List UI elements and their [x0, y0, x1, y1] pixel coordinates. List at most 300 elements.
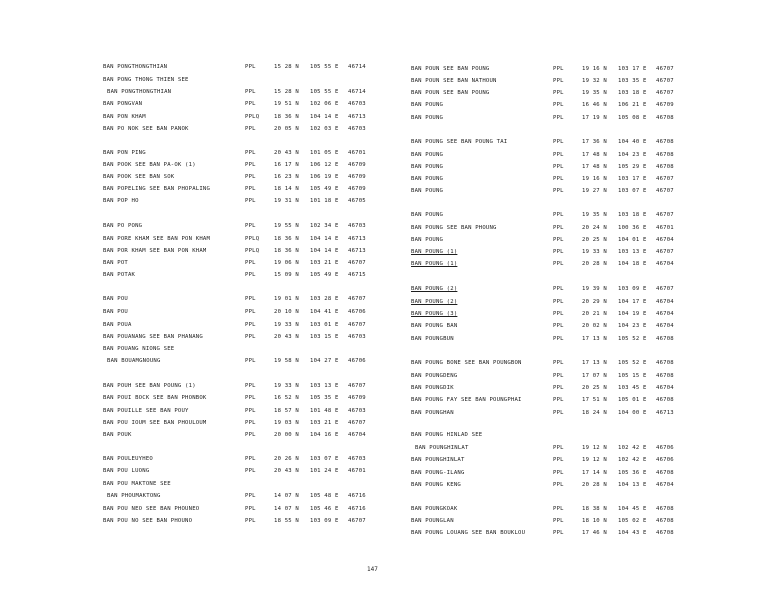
entry-code: 46708 [656, 506, 674, 512]
entry-name: BAN POUNG (1) [411, 249, 458, 255]
entry-code: 46707 [656, 249, 674, 255]
entry-name: BAN POUNG [411, 102, 444, 108]
entry-lat: 19 51 N [274, 101, 299, 107]
entry-code: 46715 [348, 272, 366, 278]
entry-lon: 103 01 E [310, 322, 339, 328]
entry-code: 46707 [656, 78, 674, 84]
entry-name: BAN POOK SEE BAN PA-OK (1) [103, 162, 196, 168]
entry-desig: PPL [553, 360, 564, 366]
entry-lon: 103 35 E [618, 78, 647, 84]
entry-name: BAN PONGTHONGTHIAN [107, 89, 172, 95]
entry-code: 46704 [348, 432, 366, 438]
entry-lon: 103 07 E [310, 456, 339, 462]
entry-name: BAN POUNGKOAK [411, 506, 458, 512]
entry-lon: 104 27 E [310, 358, 339, 364]
entry-lat: 19 31 N [274, 198, 299, 204]
entry-desig: PPL [245, 101, 256, 107]
entry-lon: 104 13 E [618, 482, 647, 488]
entry-desig: PPL [245, 493, 256, 499]
entry-code: 46704 [656, 385, 674, 391]
entry-lat: 15 28 N [274, 89, 299, 95]
entry-lat: 15 09 N [274, 272, 299, 278]
entry-code: 46707 [656, 90, 674, 96]
entry-lon: 103 21 E [310, 420, 339, 426]
entry-code: 46708 [656, 470, 674, 476]
entry-name: BAN POTAK [103, 272, 136, 278]
entry-desig: PPL [553, 518, 564, 524]
entry-lat: 19 16 N [582, 66, 607, 72]
entry-lat: 20 28 N [582, 482, 607, 488]
entry-name: BAN POUNG BONE SEE BAN POUNGBON [411, 360, 522, 366]
left-column [0, 0, 380, 600]
entry-code: 46716 [348, 506, 366, 512]
entry-code: 46707 [656, 212, 674, 218]
entry-desig: PPL [553, 397, 564, 403]
entry-code: 46703 [348, 408, 366, 414]
entry-name: BAN POU NEO SEE BAN PHOUNEO [103, 506, 200, 512]
entry-lon: 105 15 E [618, 373, 647, 379]
entry-code: 46714 [348, 64, 366, 70]
entry-name: BAN POUNGDENG [411, 373, 458, 379]
entry-code: 46703 [348, 456, 366, 462]
entry-name: BAN POUNG KENG [411, 482, 461, 488]
entry-lon: 105 29 E [618, 164, 647, 170]
entry-lon: 106 19 E [310, 174, 339, 180]
entry-lon: 104 16 E [310, 432, 339, 438]
entry-name: BAN POU [103, 296, 128, 302]
entry-desig: PPL [245, 309, 256, 315]
entry-name: BAN POUNG (1) [411, 261, 458, 267]
entry-desig: PPL [553, 115, 564, 121]
entry-desig: PPL [245, 383, 256, 389]
entry-code: 46708 [656, 373, 674, 379]
entry-code: 46706 [656, 457, 674, 463]
entry-code: 46708 [656, 530, 674, 536]
entry-lat: 19 12 N [582, 457, 607, 463]
entry-lat: 18 36 N [274, 236, 299, 242]
entry-desig: PPL [553, 249, 564, 255]
entry-lon: 105 55 E [310, 64, 339, 70]
entry-desig: PPL [245, 420, 256, 426]
entry-desig: PPL [553, 212, 564, 218]
entry-desig: PPLQ [245, 114, 260, 120]
entry-desig: PPL [553, 188, 564, 194]
entry-lon: 104 19 E [618, 311, 647, 317]
entry-lon: 104 45 E [618, 506, 647, 512]
entry-code: 46708 [656, 518, 674, 524]
entry-lat: 15 28 N [274, 64, 299, 70]
entry-lon: 105 08 E [618, 115, 647, 121]
entry-desig: PPL [245, 432, 256, 438]
entry-lon: 104 40 E [618, 139, 647, 145]
entry-name: BAN POUNG FAY SEE BAN POUNGPHAI [411, 397, 522, 403]
entry-lon: 103 13 E [618, 249, 647, 255]
entry-name: BAN POR KHAM SEE BAN PON KHAM [103, 248, 207, 254]
entry-lon: 103 18 E [618, 90, 647, 96]
entry-name: BAN POT [103, 260, 128, 266]
entry-desig: PPL [553, 225, 564, 231]
entry-lat: 20 10 N [274, 309, 299, 315]
page-number: 147 [367, 566, 378, 573]
entry-name: BAN POUNGDIK [411, 385, 454, 391]
entry-code: 46707 [656, 188, 674, 194]
entry-desig: PPL [553, 410, 564, 416]
entry-lon: 104 23 E [618, 152, 647, 158]
entry-lon: 105 01 E [618, 397, 647, 403]
entry-lat: 20 02 N [582, 323, 607, 329]
entry-name: BAN POUN SEE BAN NATHOUN [411, 78, 497, 84]
entry-lon: 104 01 E [618, 237, 647, 243]
entry-lon: 104 14 E [310, 114, 339, 120]
entry-lat: 17 19 N [582, 115, 607, 121]
entry-lat: 20 05 N [274, 126, 299, 132]
entry-desig: PPL [245, 322, 256, 328]
entry-lon: 105 49 E [310, 186, 339, 192]
entry-lon: 101 05 E [310, 150, 339, 156]
entry-lat: 20 43 N [274, 334, 299, 340]
entry-lat: 18 10 N [582, 518, 607, 524]
entry-lon: 103 09 E [618, 286, 647, 292]
entry-lat: 17 07 N [582, 373, 607, 379]
entry-lon: 104 43 E [618, 530, 647, 536]
entry-lon: 105 35 E [310, 395, 339, 401]
entry-code: 46708 [656, 152, 674, 158]
entry-code: 46704 [656, 323, 674, 329]
entry-lat: 20 24 N [582, 225, 607, 231]
entry-lat: 19 27 N [582, 188, 607, 194]
entry-lon: 102 42 E [618, 457, 647, 463]
entry-name: BAN POUNG [411, 188, 444, 194]
entry-lat: 20 28 N [582, 261, 607, 267]
entry-desig: PPL [553, 530, 564, 536]
entry-code: 46703 [348, 126, 366, 132]
entry-desig: PPL [553, 152, 564, 158]
entry-lat: 17 36 N [582, 139, 607, 145]
entry-lat: 18 57 N [274, 408, 299, 414]
entry-name: BAN PO NOK SEE BAN PANOK [103, 126, 189, 132]
entry-lat: 19 35 N [582, 212, 607, 218]
entry-code: 46708 [656, 115, 674, 121]
entry-lon: 101 48 E [310, 408, 339, 414]
entry-desig: PPL [553, 139, 564, 145]
entry-lat: 16 52 N [274, 395, 299, 401]
entry-code: 46703 [348, 101, 366, 107]
entry-lon: 103 17 E [618, 66, 647, 72]
entry-desig: PPL [245, 174, 256, 180]
entry-name: BAN PONGTHONGTHIAN [103, 64, 168, 70]
entry-lon: 104 18 E [618, 261, 647, 267]
entry-lat: 19 39 N [582, 286, 607, 292]
entry-lat: 16 17 N [274, 162, 299, 168]
entry-code: 46707 [348, 383, 366, 389]
entry-name: BAN PO PONG [103, 223, 143, 229]
entry-lon: 103 28 E [310, 296, 339, 302]
entry-name: BAN POUNG HINLAD SEE [411, 432, 483, 438]
entry-name: BAN POUK [103, 432, 132, 438]
entry-code: 46709 [348, 174, 366, 180]
entry-desig: PPL [245, 162, 256, 168]
entry-desig: PPL [553, 261, 564, 267]
entry-desig: PPL [245, 358, 256, 364]
entry-name: BAN PONGVAN [103, 101, 143, 107]
entry-lat: 19 32 N [582, 78, 607, 84]
entry-code: 46708 [656, 139, 674, 145]
entry-name: BAN POU LUONG [103, 468, 150, 474]
entry-desig: PPL [245, 150, 256, 156]
entry-name: BAN POUNG (2) [411, 286, 458, 292]
entry-desig: PPL [553, 90, 564, 96]
entry-name: BAN POUNG (3) [411, 311, 458, 317]
entry-name: BAN POUANANG SEE BAN PHANANG [103, 334, 203, 340]
entry-lat: 20 29 N [582, 299, 607, 305]
entry-name: BAN POUNG [411, 237, 444, 243]
entry-desig: PPL [245, 198, 256, 204]
entry-lat: 19 06 N [274, 260, 299, 266]
entry-desig: PPL [245, 260, 256, 266]
entry-code: 46709 [656, 102, 674, 108]
entry-name: BAN POUNG [411, 176, 444, 182]
entry-name: BAN PONG THONG THIEN SEE [103, 77, 189, 83]
entry-desig: PPL [553, 445, 564, 451]
entry-code: 46713 [348, 114, 366, 120]
entry-lon: 103 09 E [310, 518, 339, 524]
entry-lon: 103 07 E [618, 188, 647, 194]
entry-code: 46713 [348, 248, 366, 254]
entry-lat: 18 14 N [274, 186, 299, 192]
entry-lat: 19 03 N [274, 420, 299, 426]
entry-lat: 17 48 N [582, 152, 607, 158]
entry-desig: PPL [245, 408, 256, 414]
entry-lat: 20 25 N [582, 237, 607, 243]
entry-lon: 105 49 E [310, 272, 339, 278]
entry-name: BAN POULEUYHEO [103, 456, 153, 462]
entry-desig: PPL [245, 186, 256, 192]
entry-code: 46707 [348, 420, 366, 426]
entry-desig: PPL [553, 506, 564, 512]
entry-desig: PPL [553, 66, 564, 72]
entry-code: 46704 [656, 261, 674, 267]
entry-lon: 104 14 E [310, 248, 339, 254]
entry-lat: 20 26 N [274, 456, 299, 462]
entry-desig: PPL [553, 176, 564, 182]
entry-name: BAN PORE KHAM SEE BAN PON KHAM [103, 236, 211, 242]
entry-name: BAN POUNG LOUANG SEE BAN BOUKLOU [411, 530, 526, 536]
entry-desig: PPL [553, 323, 564, 329]
entry-lon: 103 13 E [310, 383, 339, 389]
entry-lon: 105 36 E [618, 470, 647, 476]
entry-code: 46708 [656, 164, 674, 170]
entry-lon: 102 34 E [310, 223, 339, 229]
entry-code: 46706 [656, 445, 674, 451]
entry-code: 46707 [348, 260, 366, 266]
entry-lat: 19 01 N [274, 296, 299, 302]
entry-code: 46708 [656, 360, 674, 366]
entry-code: 46701 [656, 225, 674, 231]
entry-name: BAN PHOUMAKTONG [107, 493, 161, 499]
entry-lon: 104 41 E [310, 309, 339, 315]
entry-name: BAN PON KHAM [103, 114, 146, 120]
entry-name: BAN POUNG SEE BAN PHOUNG [411, 225, 497, 231]
entry-code: 46708 [656, 397, 674, 403]
entry-lat: 18 55 N [274, 518, 299, 524]
entry-lon: 101 18 E [310, 198, 339, 204]
entry-name: BAN PON PING [103, 150, 146, 156]
entry-desig: PPL [553, 457, 564, 463]
entry-code: 46713 [656, 410, 674, 416]
entry-desig: PPL [245, 126, 256, 132]
entry-lon: 105 55 E [310, 89, 339, 95]
entry-name: BAN POUNG [411, 212, 444, 218]
entry-desig: PPL [245, 89, 256, 95]
entry-lat: 16 46 N [582, 102, 607, 108]
entry-desig: PPL [553, 102, 564, 108]
entry-code: 46716 [348, 493, 366, 499]
entry-code: 46714 [348, 89, 366, 95]
entry-lat: 19 33 N [274, 383, 299, 389]
entry-name: BAN POP HO [103, 198, 139, 204]
entry-desig: PPL [245, 456, 256, 462]
entry-lat: 19 58 N [274, 358, 299, 364]
entry-lon: 104 17 E [618, 299, 647, 305]
entry-name: BAN POUANG NIONG SEE [103, 346, 175, 352]
entry-desig: PPL [553, 299, 564, 305]
entry-lon: 106 12 E [310, 162, 339, 168]
entry-lon: 103 17 E [618, 176, 647, 182]
entry-desig: PPL [245, 272, 256, 278]
entry-code: 46701 [348, 468, 366, 474]
entry-code: 46706 [348, 309, 366, 315]
entry-name: BAN POU NO SEE BAN PHOUNO [103, 518, 193, 524]
entry-lat: 20 00 N [274, 432, 299, 438]
entry-lon: 103 18 E [618, 212, 647, 218]
entry-name: BAN POUN SEE BAN POUNG [411, 66, 490, 72]
entry-code: 46707 [348, 296, 366, 302]
entry-name: BAN POUN SEE BAN POUNG [411, 90, 490, 96]
entry-name: BAN POUNGHINLAT [411, 457, 465, 463]
entry-name: BAN POUNG [411, 164, 444, 170]
entry-name: BAN POUA [103, 322, 132, 328]
entry-lat: 17 13 N [582, 360, 607, 366]
entry-name: BAN POU MAKTONE SEE [103, 481, 171, 487]
entry-lon: 105 52 E [618, 360, 647, 366]
entry-lat: 18 24 N [582, 410, 607, 416]
entry-lat: 14 07 N [274, 493, 299, 499]
entry-lon: 102 03 E [310, 126, 339, 132]
entry-code: 46713 [348, 236, 366, 242]
entry-lat: 17 14 N [582, 470, 607, 476]
entry-code: 46709 [348, 162, 366, 168]
entry-name: BAN POUH SEE BAN POUNG (1) [103, 383, 196, 389]
entry-lat: 16 23 N [274, 174, 299, 180]
entry-lat: 14 07 N [274, 506, 299, 512]
entry-lat: 19 33 N [274, 322, 299, 328]
entry-desig: PPL [553, 237, 564, 243]
entry-desig: PPL [245, 296, 256, 302]
entry-desig: PPL [245, 468, 256, 474]
entry-code: 46701 [348, 150, 366, 156]
entry-lat: 18 38 N [582, 506, 607, 512]
entry-desig: PPL [553, 311, 564, 317]
entry-lon: 105 48 E [310, 493, 339, 499]
entry-name: BAN POUNG BAN [411, 323, 458, 329]
entry-lon: 104 14 E [310, 236, 339, 242]
entry-desig: PPL [553, 164, 564, 170]
entry-code: 46707 [348, 518, 366, 524]
entry-code: 46703 [348, 334, 366, 340]
entry-code: 46703 [348, 223, 366, 229]
entry-name: BAN BOUAMGNOUNG [107, 358, 161, 364]
entry-desig: PPL [553, 385, 564, 391]
entry-code: 46704 [656, 482, 674, 488]
entry-desig: PPLQ [245, 236, 260, 242]
entry-lat: 19 12 N [582, 445, 607, 451]
entry-code: 46704 [656, 299, 674, 305]
entry-desig: PPL [553, 286, 564, 292]
entry-name: BAN POUNG [411, 152, 444, 158]
entry-lat: 17 48 N [582, 164, 607, 170]
entry-name: BAN POUNG-ILANG [411, 470, 465, 476]
entry-lat: 19 16 N [582, 176, 607, 182]
entry-code: 46708 [656, 336, 674, 342]
entry-desig: PPL [245, 395, 256, 401]
entry-code: 46707 [656, 286, 674, 292]
entry-name: BAN POUNGHAN [411, 410, 454, 416]
entry-desig: PPL [553, 78, 564, 84]
entry-lat: 19 33 N [582, 249, 607, 255]
entry-lat: 17 13 N [582, 336, 607, 342]
entry-name: BAN POUNGLAN [411, 518, 454, 524]
entry-lon: 105 02 E [618, 518, 647, 524]
entry-lon: 102 06 E [310, 101, 339, 107]
entry-code: 46706 [348, 358, 366, 364]
entry-name: BAN POUNGBUN [411, 336, 454, 342]
entry-name: BAN POU IOUM SEE BAN PHOULOUM [103, 420, 207, 426]
entry-lon: 106 21 E [618, 102, 647, 108]
entry-name: BAN POOK SEE BAN SOK [103, 174, 175, 180]
entry-lon: 105 52 E [618, 336, 647, 342]
entry-lon: 102 42 E [618, 445, 647, 451]
entry-lat: 20 43 N [274, 468, 299, 474]
entry-code: 46709 [348, 395, 366, 401]
entry-desig: PPL [245, 506, 256, 512]
entry-code: 46704 [656, 237, 674, 243]
entry-code: 46707 [656, 176, 674, 182]
entry-code: 46709 [348, 186, 366, 192]
entry-lat: 18 36 N [274, 248, 299, 254]
entry-lat: 19 55 N [274, 223, 299, 229]
entry-lat: 20 21 N [582, 311, 607, 317]
entry-lat: 20 25 N [582, 385, 607, 391]
entry-lon: 101 24 E [310, 468, 339, 474]
entry-desig: PPL [245, 223, 256, 229]
entry-desig: PPL [245, 334, 256, 340]
entry-lon: 104 00 E [618, 410, 647, 416]
entry-lon: 105 46 E [310, 506, 339, 512]
entry-lon: 103 45 E [618, 385, 647, 391]
entry-lat: 17 46 N [582, 530, 607, 536]
entry-lat: 17 51 N [582, 397, 607, 403]
entry-desig: PPL [553, 470, 564, 476]
entry-desig: PPL [553, 373, 564, 379]
entry-name: BAN POUNG SEE BAN POUNG TAI [411, 139, 508, 145]
entry-code: 46707 [348, 322, 366, 328]
entry-name: BAN POU [103, 309, 128, 315]
entry-lat: 18 36 N [274, 114, 299, 120]
entry-name: BAN POPELING SEE BAN PHOPALING [103, 186, 211, 192]
entry-desig: PPL [553, 336, 564, 342]
entry-code: 46705 [348, 198, 366, 204]
entry-name: BAN POUI BOCK SEE BAN PHONBOK [103, 395, 207, 401]
